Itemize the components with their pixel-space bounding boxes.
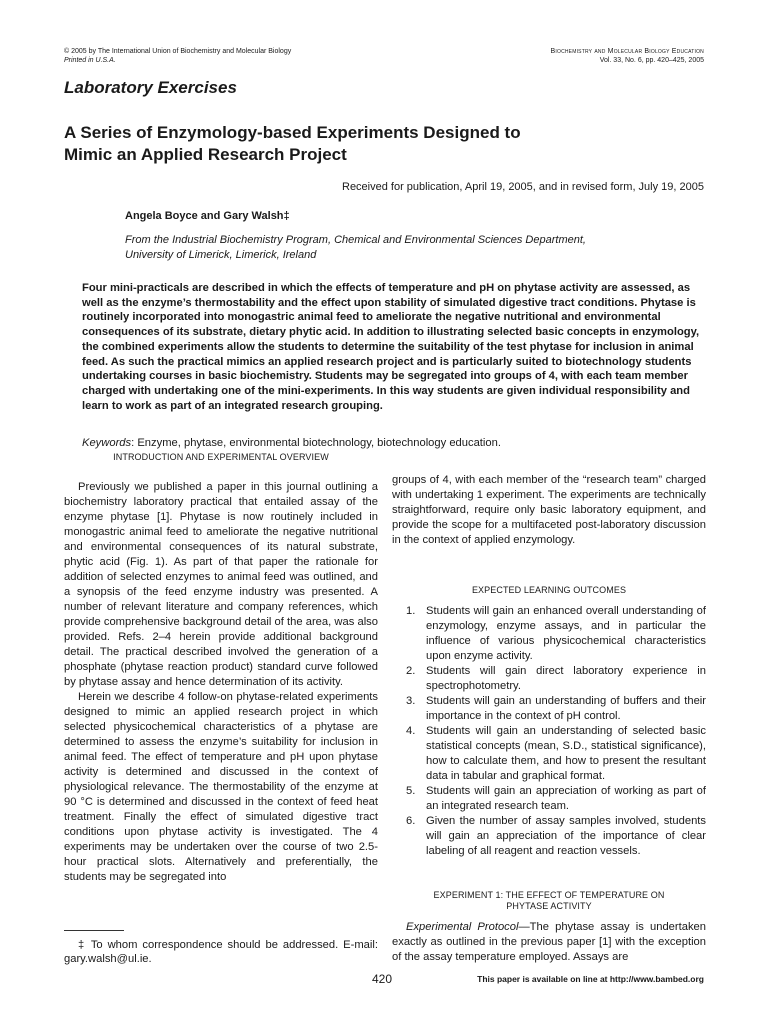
item-number: 4. [406, 725, 416, 737]
experiment-1-heading-line-2: PHYTASE ACTIVITY [506, 901, 592, 911]
right-column-intro [392, 473, 706, 548]
journal-name: Biochemistry and Molecular Biology Education [550, 48, 704, 55]
online-availability-note: This paper is available on line at http://www.bambed.org [477, 974, 704, 984]
intro-paragraph-1: Previously we published a paper in this journal outlining a biochemistry laboratory practical that entailed assay of the enzyme phytase [1]. Phytase is now routinely included in monogastric animal feed to ameliorate the negative nutritional and environmental consequences of its natural substrate, phytic acid (Fig. 1). As part of that paper the rationale for addition of selected enzymes to animal feed was outlined, and a synopsis of the feed enzyme industry was presented. A number of relevant literature and company references, which provide comprehensive background detail of the area, was also provided. Refs. 2–4 herein provide additional background detail. The practical described involved the generation of a phosphate (phytase reaction product) standard curve followed by phytase assay and hence determination of its activity. [64, 481, 378, 688]
title-line-2: Mimic an Applied Research Project [64, 145, 347, 164]
list-item [392, 724, 706, 784]
item-text: Students will gain an appreciation of working as part of an integrated research team. [426, 785, 706, 812]
intro-paragraph-2: Herein we describe 4 follow-on phytase-related experiments designed to mimic an applied research project in which selected physicochemical characteristics of a phytase are determined to assess the enzyme’s suitability for inclusion in animal feed. The effect of temperature and pH upon phytase activity is determined and discussed in the context of physiological relevance. The thermostability of the enzyme at 90 °C is determined and discussed in the context of feed heat treatment. Finally the effect of simulated digestive tract conditions upon phytase activity is investigated. The 4 experiments may be undertaken over the course of two 2.5-hour practical slots. Alternatively and preferentially, the students may be segregated into [64, 691, 378, 883]
intro-heading: INTRODUCTION AND EXPERIMENTAL OVERVIEW [113, 452, 329, 462]
authors: Angela Boyce and Gary Walsh‡ [125, 210, 290, 222]
item-number: 5. [406, 785, 416, 797]
paper-title [64, 122, 704, 166]
experiment-1-heading [392, 890, 706, 912]
copyright-line: © 2005 by The International Union of Biochemistry and Molecular Biology [64, 48, 292, 55]
outcomes-list [392, 604, 706, 859]
keywords-text: : Enzyme, phytase, environmental biotechnology, biotechnology education. [131, 437, 501, 449]
item-text: Students will gain an enhanced overall understanding of enzymology, enzyme assays, and in particular the influence of various physicochemical characteristics upon enzyme activity. [426, 605, 706, 662]
list-item [392, 784, 706, 814]
affiliation-line-1: From the Industrial Biochemistry Program, Chemical and Environmental Sciences Department, [125, 234, 586, 246]
intro-column [64, 480, 378, 885]
item-text: Students will gain an understanding of selected basic statistical concepts (mean, S.D., statistical significance), how to calculate them, and how to present the resultant data in tabular and graphical format. [426, 725, 706, 782]
footnote-text: ‡ To whom correspondence should be addressed. E-mail: gary.walsh@ul.ie. [64, 939, 378, 965]
list-item [392, 814, 706, 859]
volume-line: Vol. 33, No. 6, pp. 420–425, 2005 [599, 57, 704, 64]
abstract: Four mini-practicals are described in which the effects of temperature and pH on phytase activity are assessed, as well as the enzyme’s thermostability and the effect upon stability of simulated digestive tract conditions. Phytase is routinely incorporated into monogastric animal feed to ameliorate the negative nutritional and environmental consequences of its substrate, dietary phytic acid. In addition to illustrating selected basic concepts in enzymology, the combined experiments allow the students to determine the suitability of the test phytase for inclusion in animal feed. As such the practical mimics an applied research project and is particularly suited to biotechnology students undertaking courses in basic biochemistry. Students may be segregated into groups of 4, with each team member charged with undertaking one of the mini-experiments. In this way students are given individual responsibility and learn to work as part of an integrated research grouping. [82, 282, 700, 412]
list-item [392, 604, 706, 664]
keywords-label: Keywords [82, 437, 132, 449]
header-journal-block [551, 47, 704, 65]
item-number: 2. [406, 665, 416, 677]
list-item [392, 694, 706, 724]
section-label: Laboratory Exercises [64, 78, 237, 97]
footnote-rule [64, 930, 124, 931]
item-number: 1. [406, 605, 416, 617]
header-copyright-block [64, 47, 291, 65]
protocol-text: —The phytase assay is undertaken exactly as outlined in the previous paper [1] with the exception of the assay temperature employed. Assays are [392, 921, 706, 963]
item-text: Students will gain an understanding of buffers and their importance in the context of pH control. [426, 695, 706, 722]
affiliation [125, 233, 685, 262]
item-text: Given the number of assay samples involved, students will gain an appreciation of the importance of clear labeling of all reagent and reaction vessels. [426, 815, 706, 857]
item-number: 6. [406, 815, 416, 827]
experiment-1-paragraph [392, 920, 706, 965]
experiment-1-heading-line-1: EXPERIMENT 1: THE EFFECT OF TEMPERATURE ON [433, 890, 665, 900]
title-line-1: A Series of Enzymology-based Experiments Designed to [64, 123, 521, 142]
list-item [392, 664, 706, 694]
item-text: Students will gain direct laboratory experience in spectrophotometry. [426, 665, 706, 692]
affiliation-line-2: University of Limerick, Limerick, Ireland [125, 248, 317, 261]
experiment-1-text [392, 920, 706, 965]
received-date: Received for publication, April 19, 2005, and in revised form, July 19, 2005 [342, 181, 704, 193]
item-number: 3. [406, 695, 416, 707]
page-number: 420 [372, 972, 393, 986]
outcomes-heading: EXPECTED LEARNING OUTCOMES [471, 585, 627, 595]
right-paragraph-1: groups of 4, with each member of the “research team” charged with undertaking 1 experiment. The experiments are technically straightforward, require only basic laboratory equipment, and provide the scope for a multifaceted post-laboratory discussion in the context of applied enzymology. [392, 474, 706, 546]
keywords [82, 436, 704, 450]
protocol-label: Experimental Protocol [406, 921, 519, 933]
footnote [64, 938, 378, 966]
printed-line: Printed in U.S.A. [64, 57, 116, 64]
